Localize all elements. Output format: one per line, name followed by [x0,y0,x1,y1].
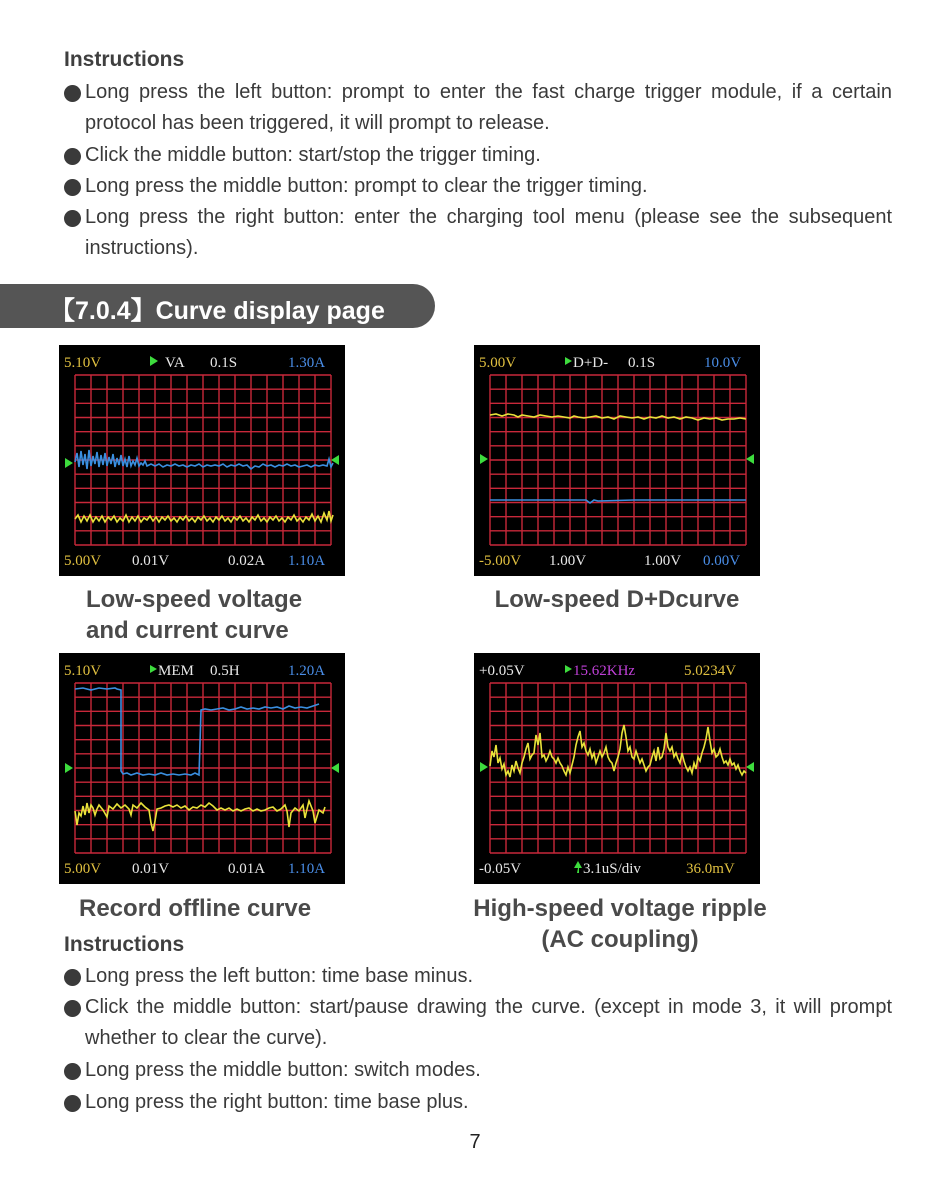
top-right-value: 1.30A [288,355,326,371]
instructions-heading-top: Instructions [64,48,185,71]
section-header [0,284,435,328]
instruction-item: Click the middle button: start/pause drawing the curve. (except in mode 3, it will prompt whether to clear the curve). [64,992,892,1054]
bottom-mid1-value: 0.01V [132,861,170,877]
instruction-item: Long press the right button: enter the charging tool menu (please see the subsequent instructions). [64,202,892,264]
top-left-value: 5.00V [479,355,517,371]
left-marker-icon [480,762,488,772]
instruction-item: Click the middle button: start/stop the trigger timing. [64,140,892,171]
play-icon [565,665,572,673]
bullet-icon [64,85,81,102]
instruction-item: Long press the left button: prompt to enter the fast charge trigger module, if a certain protocol has been triggered, it will prompt to release. [64,77,892,139]
bottom-left-value: 5.00V [64,553,102,569]
grid [490,683,746,853]
screen-offline-curve [59,653,345,884]
screen-va-curve [59,345,345,576]
bullet-icon [64,1095,81,1112]
play-icon [150,356,158,366]
bottom-right-value: 1.10A [288,861,326,877]
instruction-item: Long press the left button: time base minus. [64,961,892,992]
page-number: 7 [469,1131,481,1153]
instruction-item: Long press the middle button: switch modes. [64,1055,892,1086]
bullet-icon [64,210,81,227]
bottom-right-value: 36.0mV [686,861,735,877]
play-icon [565,357,572,365]
mode-label: MEM [158,663,194,679]
left-marker-icon [65,763,73,773]
right-marker-icon [331,763,339,773]
bullet-icon [64,179,81,196]
right-marker-icon [746,762,754,772]
section-title: 【7.0.4】Curve display page [50,297,385,325]
play-icon [150,665,157,673]
bottom-mid1-value: 1.00V [549,553,587,569]
bottom-left-value: 5.00V [64,861,102,877]
top-right-value: 10.0V [704,355,742,371]
mode-label: D+D- [573,355,609,371]
voltage-trace [75,511,333,522]
frequency-label: 15.62KHz [573,663,636,679]
instructions-heading-bottom: Instructions [64,933,185,956]
bottom-left-value: -0.05V [479,861,522,877]
caption-offline-curve: Record offline curve [79,895,312,922]
bottom-mid1-value: 0.01V [132,553,170,569]
bottom-mid2-value: 0.02A [228,553,266,569]
left-marker-icon [65,458,73,468]
bottom-mid2-value: 1.00V [644,553,682,569]
voltage-trace [75,801,325,831]
bullet-icon [64,1063,81,1080]
screen-dpdm-curve [474,345,760,576]
time-base-label: 0.1S [628,355,656,371]
bullet-icon [64,969,81,986]
right-marker-icon [746,454,754,464]
screen-ripple-curve [474,653,760,884]
top-left-value: 5.10V [64,663,102,679]
caption-ripple-curve: High-speed voltage ripple (AC coupling) [473,895,767,953]
time-base-label: 0.5H [210,663,240,679]
trigger-up-arrow-icon [574,861,582,873]
bullet-icon [64,148,81,165]
top-right-value: 1.20A [288,663,326,679]
caption-dpdm-curve: Low-speed D+Dcurve [494,586,740,613]
bottom-mid2-value: 0.01A [228,861,266,877]
top-left-value: 5.10V [64,355,102,371]
caption-va-curve: Low-speed voltage and current curve [86,586,303,644]
left-marker-icon [480,454,488,464]
grid [75,683,331,853]
top-right-value: 5.0234V [684,663,737,679]
bottom-right-value: 0.00V [703,553,741,569]
instruction-item: Long press the middle button: prompt to clear the trigger timing. [64,171,892,202]
time-base-label: 0.1S [210,355,238,371]
grid [490,375,746,545]
instruction-item: Long press the right button: time base plus. [64,1087,892,1118]
mode-label: VA [165,355,185,371]
bottom-left-value: -5.00V [479,553,522,569]
bottom-right-value: 1.10A [288,553,326,569]
time-per-div-label: 3.1uS/div [583,861,641,877]
top-left-value: +0.05V [479,663,525,679]
bullet-icon [64,1000,81,1017]
